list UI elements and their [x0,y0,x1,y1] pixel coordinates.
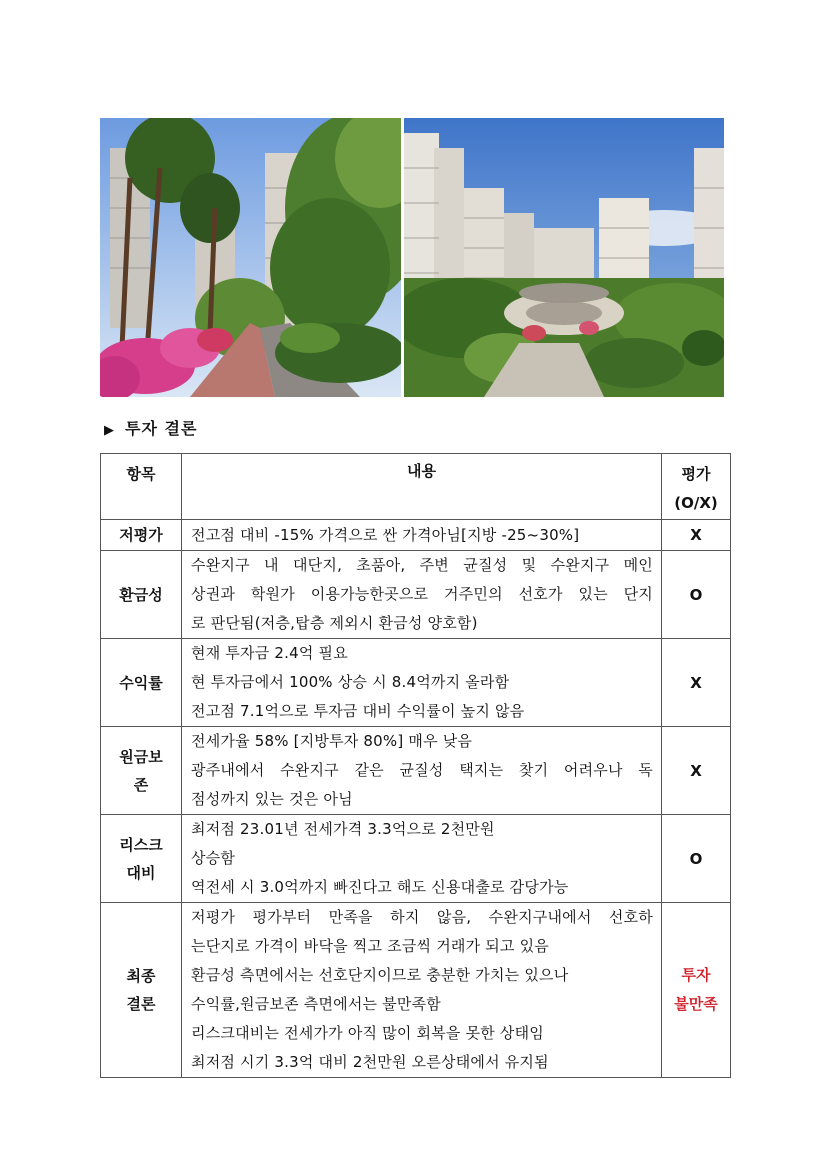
table-row-final [101,903,731,1078]
row-evaluation: X [662,639,731,727]
apartment-path-image [100,118,401,397]
row-evaluation: O [662,815,731,903]
row-label: 저평가 [101,520,182,551]
header-eval-line2: (O/X) [674,494,718,512]
header-eval-line1: 평가 [681,465,711,483]
table-row [101,520,731,551]
row-label: 최종 결론 [101,903,182,1078]
final-evaluation-badge: 투자 불만족 [662,903,731,1078]
row-evaluation: X [662,520,731,551]
row-label: 리스크 대비 [101,815,182,903]
row-content: 현재 투자금 2.4억 필요 현 투자금에서 100% 상승 시 8.4억까지 올라함 전고점 7.1억으로 투자금 대비 수익률이 높지 않음 [182,639,662,727]
header-content: 내용 [182,454,662,520]
table-header-row [101,454,731,520]
apartment-path-photo [100,118,401,397]
header-item: 항목 [101,454,182,520]
row-content: 수완지구 내 대단지, 초품아, 주변 균질성 및 수완지구 메인 상권과 학원가 이용가능한곳으로 거주민의 선호가 있는 단지 로 판단됨(저층,탑층 제외시 환금성 양호함) [182,551,662,639]
row-label: 환금성 [101,551,182,639]
table-row [101,727,731,815]
row-label: 수익률 [101,639,182,727]
investment-conclusion-table [100,453,731,1078]
row-content: 저평가 평가부터 만족을 하지 않음, 수완지구내에서 선호하 는단지로 가격이 바닥을 찍고 조금씩 거래가 되고 있음 환금성 측면에서는 선호단지이므로 충분한 가치는 있으나 수익률,원금보존 측면에서는 불만족함 리스크대비는 전세가가 아직 많이 회복을 못한 상태임 최저점 시기 3.3억 대비 2천만원 오른상태에서 유지됨 [182,903,662,1078]
row-evaluation: O [662,551,731,639]
table-row [101,551,731,639]
table-row [101,815,731,903]
section-title: 투자 결론 [125,419,198,438]
table-row [101,639,731,727]
triangle-bullet-icon: ▶ [104,423,115,438]
row-content: 최저점 23.01년 전세가격 3.3억으로 2천만원 상승함 역전세 시 3.0억까지 빠진다고 해도 신용대출로 감당가능 [182,815,662,903]
header-evaluation [662,454,731,520]
row-content: 전고점 대비 -15% 가격으로 싼 가격아님[지방 -25~30%] [182,520,662,551]
photo-strip [100,118,724,397]
apartment-garden-photo [404,118,724,397]
row-evaluation: X [662,727,731,815]
row-content: 전세가율 58% [지방투자 80%] 매우 낮음 광주내에서 수완지구 같은 균질성 택지는 찾기 어려우나 독 점성까지 있는 것은 아님 [182,727,662,815]
apartment-garden-image [404,118,724,397]
section-heading [104,416,197,439]
row-label: 원금보 존 [101,727,182,815]
